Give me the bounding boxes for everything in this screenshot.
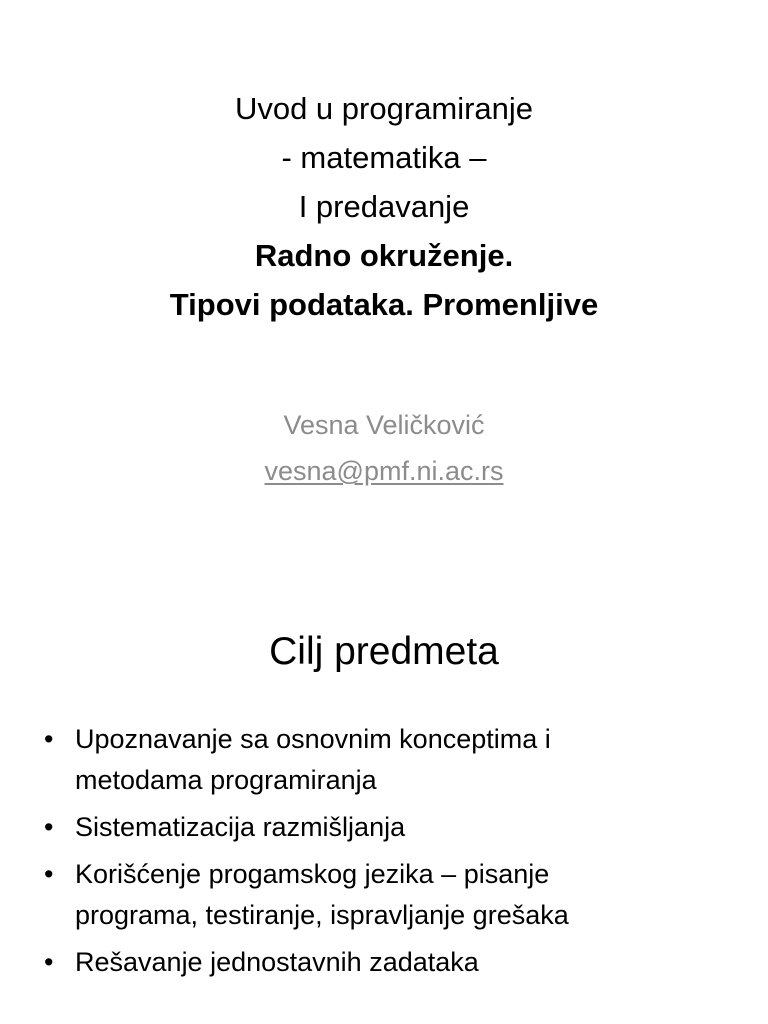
bullet-line: Sistematizacija razmišljanja xyxy=(75,812,406,842)
bullet-line: Rešavanje jednostavnih zadataka xyxy=(75,947,479,977)
bullet-item xyxy=(0,854,768,936)
slide-title xyxy=(0,84,768,329)
bullet-icon: • xyxy=(44,724,54,754)
bullet-text xyxy=(75,942,748,983)
author-name: Vesna Veličković xyxy=(283,410,485,440)
bullet-item xyxy=(0,719,768,801)
title-line-3: I predavanje xyxy=(298,189,470,224)
bullet-item xyxy=(0,807,768,848)
title-line-2: - matematika – xyxy=(281,140,487,175)
bullet-icon: • xyxy=(44,812,54,842)
bullet-list xyxy=(0,719,768,989)
bullet-item xyxy=(0,942,768,983)
title-line-1: Uvod u programiranje xyxy=(234,91,534,126)
bullet-line: programa, testiranje, ispravljanje grešaka xyxy=(75,900,569,930)
author-email-link[interactable]: vesna@pmf.ni.ac.rs xyxy=(264,456,504,486)
goals-slide xyxy=(0,560,768,1024)
bullet-text xyxy=(75,719,748,801)
bullet-icon: • xyxy=(44,859,54,889)
author-info xyxy=(0,402,768,494)
bullet-line: Korišćenje progamskog jezika – pisanje xyxy=(75,859,550,889)
bullet-line: metodama programiranja xyxy=(75,765,377,795)
bullet-line: Upoznavanje sa osnovnim konceptima i xyxy=(75,724,551,754)
subtitle-line-2: Tipovi podataka. Promenljive xyxy=(169,287,599,322)
bullet-icon: • xyxy=(44,947,54,977)
bullet-text xyxy=(75,807,748,848)
slide-heading: Cilj predmeta xyxy=(269,630,499,673)
subtitle-line-1: Radno okruženje. xyxy=(254,238,514,273)
bullet-text xyxy=(75,854,748,936)
